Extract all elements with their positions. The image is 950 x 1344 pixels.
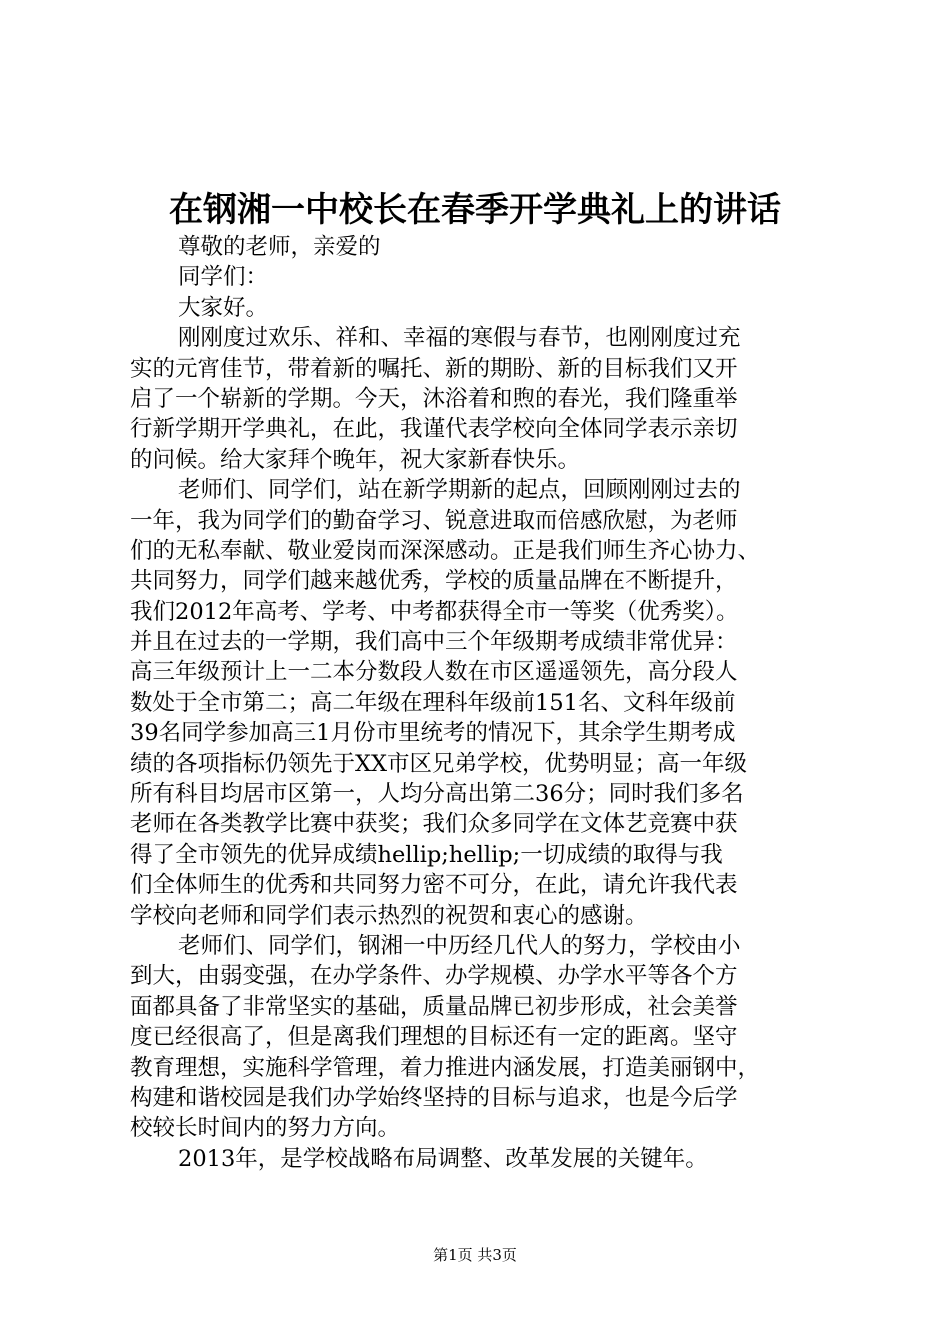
- text-line: 学校向老师和同学们表示热烈的祝贺和衷心的感谢。: [130, 902, 648, 929]
- text-line: 大家好。: [178, 294, 269, 321]
- text-line: 行新学期开学典礼，在此，我谨代表学校向全体同学表示亲切: [130, 416, 738, 443]
- text-line: 们的无私奉献、敬业爱岗而深深感动。正是我们师生齐心协力、: [130, 537, 761, 564]
- text-line: 共同努力，同学们越来越优秀，学校的质量品牌在不断提升，: [130, 568, 738, 595]
- text-line: 数处于全市第二；高二年级在理科年级前151名、文科年级前: [130, 689, 736, 716]
- document-body: [130, 232, 836, 1174]
- text-line: 2013年，是学校战略布局调整、改革发展的关键年。: [178, 1145, 708, 1172]
- text-line: 启了一个崭新的学期。今天，沐浴着和煦的春光，我们隆重举: [130, 385, 738, 412]
- text-line: 39名同学参加高三1月份市里统考的情况下，其余学生期考成: [130, 720, 736, 747]
- text-line: 校较长时间内的努力方向。: [130, 1115, 401, 1142]
- text-line: 教育理想，实施科学管理，着力推进内涵发展，打造美丽钢中，: [130, 1054, 761, 1081]
- text-line: 老师在各类教学比赛中获奖；我们众多同学在文体艺竞赛中获: [130, 811, 738, 838]
- text-line: 所有科目均居市区第一，人均分高出第二36分；同时我们多名: [130, 781, 744, 808]
- text-line: 到大，由弱变强，在办学条件、办学规模、办学水平等各个方: [130, 963, 738, 990]
- text-line: 老师们、同学们，站在新学期新的起点，回顾刚刚过去的: [178, 477, 741, 504]
- text-line: 们全体师生的优秀和共同努力密不可分，在此，请允许我代表: [130, 872, 738, 899]
- text-line: 并且在过去的一学期，我们高中三个年级期考成绩非常优异：: [130, 629, 738, 656]
- text-line: 一年，我为同学们的勤奋学习、锐意进取而倍感欣慰，为老师: [130, 507, 738, 534]
- text-line: 刚刚度过欢乐、祥和、幸福的寒假与春节，也刚刚度过充: [178, 325, 741, 352]
- text-line: 高三年级预计上一二本分数段人数在市区遥遥领先，高分段人: [130, 659, 738, 686]
- text-line: 的问候。给大家拜个晚年，祝大家新春快乐。: [130, 446, 581, 473]
- text-line: 实的元宵佳节，带着新的嘱托、新的期盼、新的目标我们又开: [130, 355, 738, 382]
- page-footer: 第1页 共3页: [433, 1246, 517, 1264]
- document-title: 在钢湘一中校长在春季开学典礼上的讲话: [169, 190, 781, 230]
- text-line: 度已经很高了，但是离我们理想的目标还有一定的距离。坚守: [130, 1024, 738, 1051]
- text-line: 构建和谐校园是我们办学始终坚持的目标与追求，也是今后学: [130, 1084, 738, 1111]
- text-line: 尊敬的老师，亲爱的: [178, 234, 381, 260]
- text-line: 我们2012年高考、学考、中考都获得全市一等奖（优秀奖）。: [130, 598, 739, 625]
- text-line: 同学们：: [178, 264, 269, 291]
- text-line: 绩的各项指标仍领先于XX市区兄弟学校，优势明显；高一年级: [130, 750, 748, 777]
- text-line: 得了全市领先的优异成绩hellip;hellip;一切成绩的取得与我: [130, 841, 723, 868]
- text-line: 面都具备了非常坚实的基础，质量品牌已初步形成，社会美誉: [130, 993, 738, 1020]
- text-line: 老师们、同学们，钢湘一中历经几代人的努力，学校由小: [178, 932, 741, 959]
